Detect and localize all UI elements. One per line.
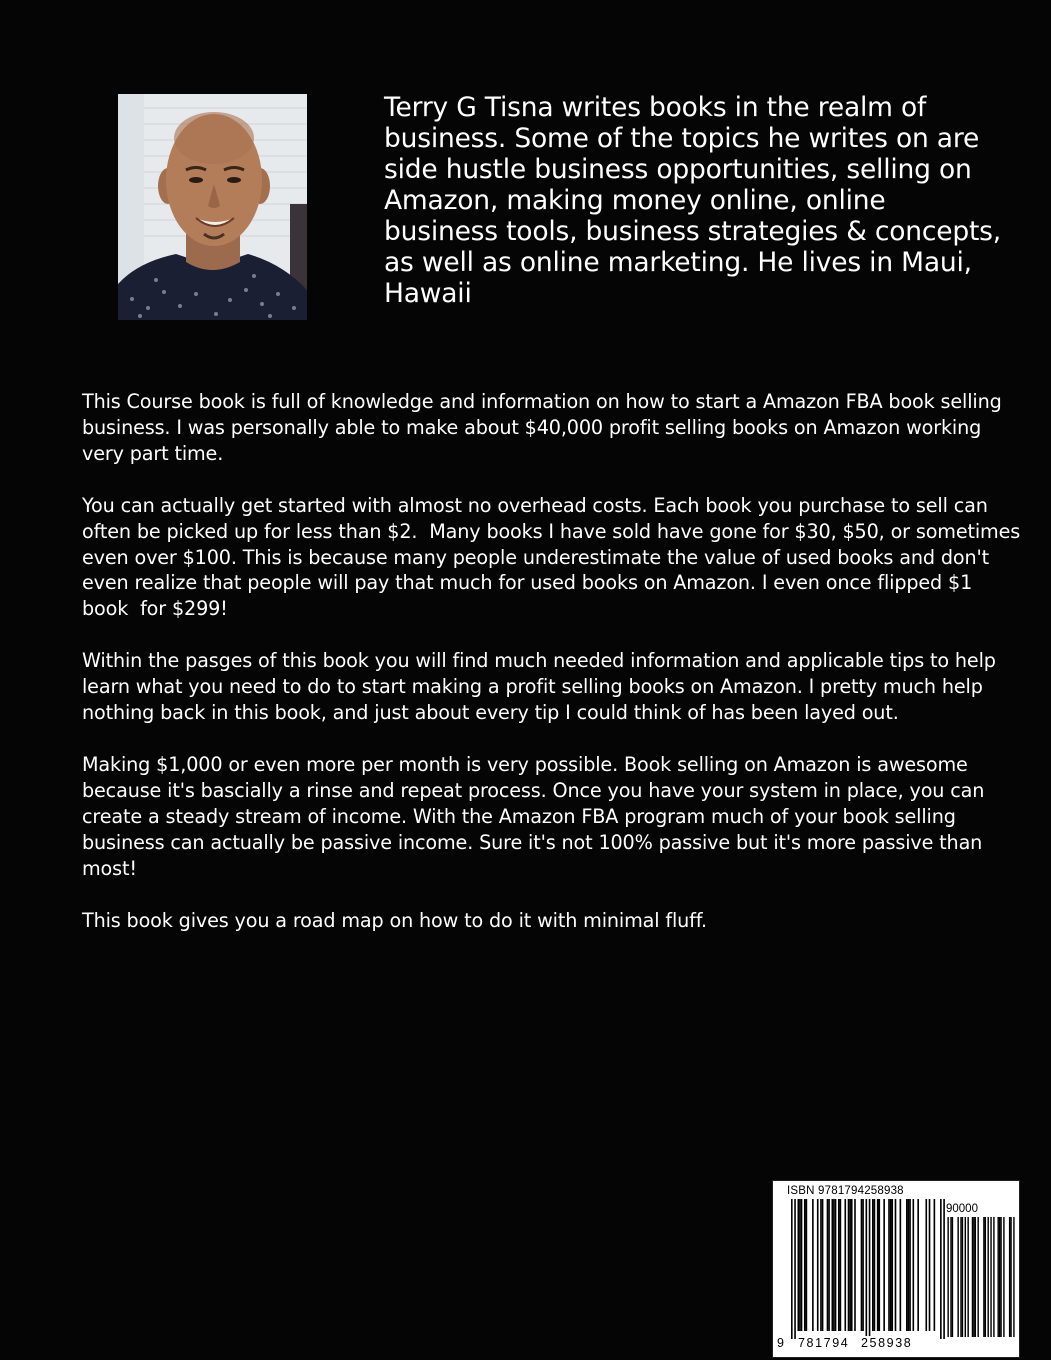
barcode-bar [835,1199,837,1331]
barcode-bar [925,1199,927,1331]
addon-bar [967,1217,968,1337]
description-paragraph: You can actually get started with almost no overhead costs. Each book you purchase to sell can often be picked up for less than $2. Many books I have sold have gone for $30, $50, or sometimes even over $100. This is because many people underestimate the value of used books and don't even realize that people will pay that much for used books on Amazon. I even once flipped $1 book for $299! [82,493,1027,621]
barcode-bar [801,1199,803,1331]
barcode-bar [890,1199,892,1331]
price-code: 90000 [946,1203,978,1215]
barcode-bar [833,1199,835,1331]
barcode-bar [943,1199,945,1339]
isbn-label: ISBN 9781794258938 [787,1185,904,1197]
barcode-bar [934,1199,936,1331]
addon-bar [965,1217,966,1337]
addon-bar [1003,1217,1004,1337]
addon-bar [957,1217,958,1337]
addon-bar [1000,1217,1001,1337]
addon-bar [999,1217,1000,1337]
addon-bar [960,1217,961,1337]
barcode-bar [900,1199,902,1331]
barcode-bar [849,1199,851,1331]
barcode-bar [872,1199,874,1331]
isbn-barcode [772,1180,1020,1358]
barcode-bar [869,1199,871,1339]
barcode-bar [828,1199,830,1331]
barcode-digit-first: 9 [777,1336,786,1350]
barcode-bar [906,1199,908,1331]
addon-bar [1009,1217,1010,1337]
addon-bar [950,1217,951,1337]
barcode-bar [862,1199,864,1331]
description-paragraph: Within the pasges of this book you will find much needed information and applicable tips to help learn what you need to do to start making a profit selling books on Amazon. I pretty much help nothing back in this book, and just about every tip I could think of has been layed out. [82,649,1002,725]
addon-bar [947,1217,948,1337]
barcode-bar [848,1199,850,1331]
barcode-bar [866,1199,868,1339]
barcode-bar [913,1199,915,1331]
barcode-bar [851,1199,853,1331]
book-description [82,389,1027,959]
barcode-bar [804,1199,806,1331]
addon-bar [983,1217,984,1337]
barcode-bar [838,1199,840,1331]
addon-bar [1010,1217,1011,1337]
barcode-bar [929,1199,931,1331]
barcode-bar [832,1199,834,1331]
description-paragraph: This Course book is full of knowledge and information on how to start a Amazon FBA book selling business. I was personally able to make about $40,000 profit selling books on Amazon working very part time. [82,390,1008,465]
addon-bar [1013,1217,1014,1337]
addon-bar [993,1217,994,1337]
barcode-bar [874,1199,876,1331]
barcode-bar [877,1199,879,1331]
barcode-bar [797,1199,799,1331]
barcode-bar [812,1199,814,1331]
addon-bar [975,1217,976,1337]
barcode-bar [806,1199,808,1331]
barcode-bar [822,1199,824,1331]
barcode-digits-left: 781794 [798,1336,850,1350]
addon-bar [985,1217,986,1337]
barcode-bar [891,1199,893,1331]
barcode-icon [773,1181,1019,1357]
addon-bar [972,1217,973,1337]
barcode-bar [854,1199,856,1331]
barcode-bar [840,1199,842,1331]
barcode-bar [940,1199,942,1339]
barcode-bar [878,1199,880,1331]
addon-bar [973,1217,974,1337]
barcode-bar [861,1199,863,1331]
addon-bar [952,1217,953,1337]
addon-bar [990,1217,991,1337]
author-portrait-icon [118,94,307,320]
barcode-digits-right: 258938 [861,1336,913,1350]
barcode-bar [888,1199,890,1331]
addon-bar [997,1217,998,1337]
barcode-bar [908,1199,910,1331]
addon-bar [987,1217,988,1337]
barcode-bar [799,1199,801,1331]
barcode-bar [909,1199,911,1331]
barcode-bar [791,1199,793,1339]
barcode-bar [895,1199,897,1331]
barcode-bar [844,1199,846,1331]
barcode-bar [827,1199,829,1331]
barcode-bar [917,1199,919,1331]
barcode-bar [817,1199,819,1331]
addon-bar [962,1217,963,1337]
barcode-bar [794,1199,796,1339]
barcode-bar [820,1199,822,1331]
addon-bar [977,1217,978,1337]
description-paragraph: This book gives you a road map on how to do it with minimal fluff. [82,908,707,932]
author-bio: Terry G Tisna writes books in the realm of business. Some of the topics he writes on are side hustle business opportunities, selling on Amazon, making money online, online business tools, business strategies & concepts, as well as online marketing. He lives in Maui, Hawaii [384,92,1001,309]
barcode-bar [883,1199,885,1331]
author-photo [118,94,307,320]
description-paragraph: Making $1,000 or even more per month is very possible. Book selling on Amazon is awesome because it's bascially a rinse and repeat process. Once you have your system in place, you can create a steady stream of income. With the Amazon FBA program much of your book selling business can actually be passive income. Sure it's not 100% passive but it's more passive than most! [82,752,991,880]
